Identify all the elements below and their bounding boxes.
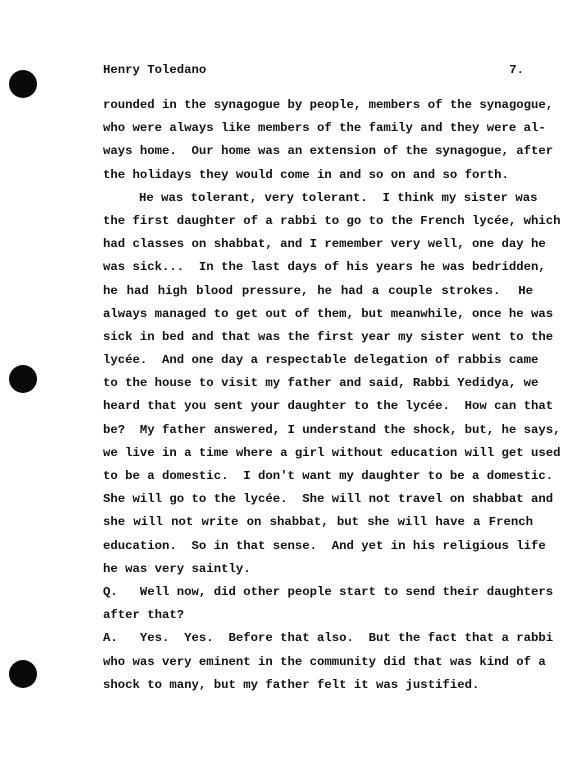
answer-line: A. Yes. Yes. Before that also. But the fact that a rabbi [103,631,554,646]
text-line: who were always like members of the family and they were al- [103,121,546,136]
text-line: heard that you sent your daughter to the lycée. How can that [103,399,554,414]
text-line: he had high blood pressure, he had a couple strokes. He [103,283,533,298]
text-line: the holidays they would come in and so on and so forth. [103,167,509,182]
text-line: rounded in the synagogue by people, members of the synagogue, [103,98,554,112]
text-line: education. So in that sense. And yet in his religious life [103,538,546,553]
question-line: after that? [103,608,185,623]
text-line: the first daughter of a rabbi to go to the French lycée, which [103,213,561,228]
text-line: sick in bed and that was the first year my sister went to the [103,329,554,344]
binder-hole-bottom [9,660,37,688]
text-line: ways home. Our home was an extension of the synagogue, after [103,144,554,159]
text-line: always managed to get out of them, but meanwhile, once he was [103,306,554,321]
page-header [103,63,524,77]
answer-line: shock to many, but my father felt it was justified. [103,677,480,692]
text-line: lycée. And one day a respectable delegation of rabbis came [103,353,539,368]
page-number: 7. [509,63,524,77]
text-line: we live in a time where a girl without education will get used [103,445,561,460]
question-line: Q. Well now, did other people start to send their daughters [103,584,554,599]
text-line: He was tolerant, very tolerant. I think my sister was [139,190,538,205]
text-line: was sick... In the last days of his years he was bedridden, [103,260,546,275]
answer-line: who was very eminent in the community did that was kind of a [103,654,546,669]
transcript-body [103,94,561,697]
binder-hole-middle [9,365,37,393]
text-line: be? My father answered, I understand the shock, but, he says, [103,422,561,437]
text-line: to the house to visit my father and said, Rabbi Yedidya, we [103,376,539,391]
text-line: she will not write on shabbat, but she will have a French [103,515,533,530]
binder-hole-top [9,70,37,98]
text-line: he was very saintly. [103,561,251,576]
text-line: She will go to the lycée. She will not travel on shabbat and [103,492,554,507]
header-name: Henry Toledano [103,63,207,77]
text-line: to be a domestic. I don't want my daughter to be a domestic. [103,469,554,483]
text-line: had classes on shabbat, and I remember very well, one day he [103,237,546,252]
